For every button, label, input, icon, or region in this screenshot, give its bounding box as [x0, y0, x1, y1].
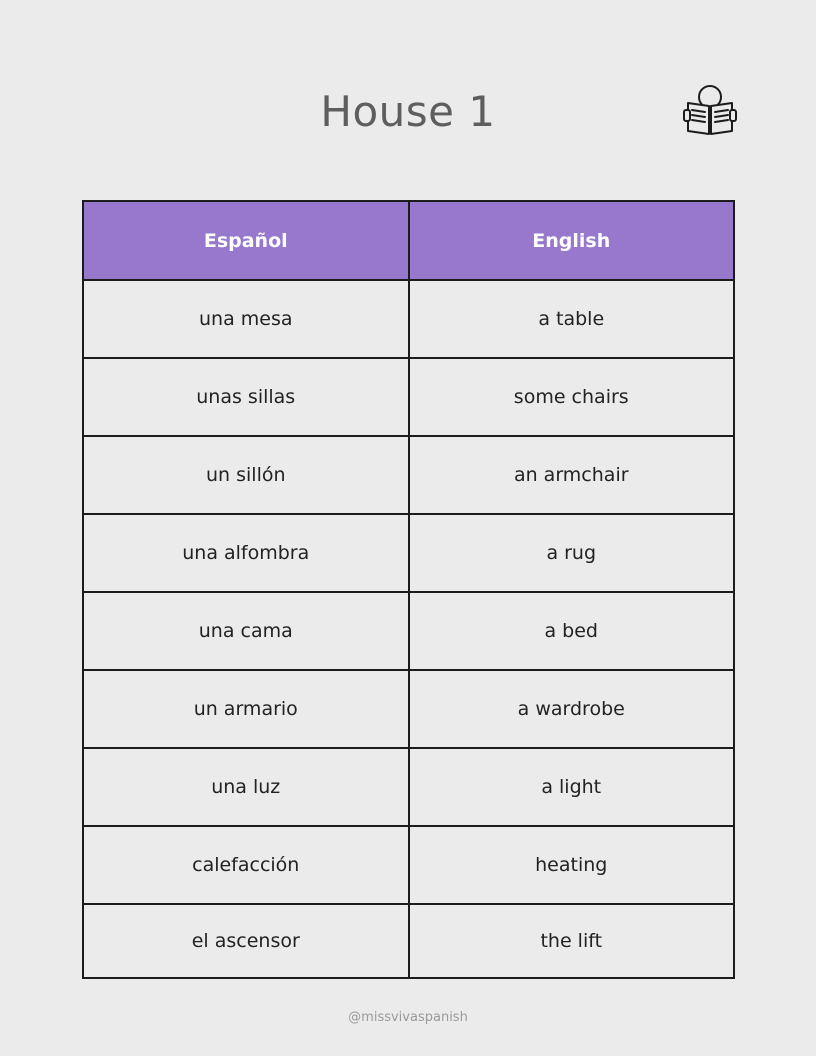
table-row [83, 592, 734, 670]
english-term: a light [409, 748, 735, 826]
spanish-term: calefacción [83, 826, 409, 904]
column-header-english: English [409, 201, 735, 280]
spanish-term: el ascensor [83, 904, 409, 978]
footer-credit: @missvivaspanish [348, 1010, 468, 1025]
english-term: an armchair [409, 436, 735, 514]
english-term: a rug [409, 514, 735, 592]
spanish-term: unas sillas [83, 358, 409, 436]
open-book-reader-icon [682, 84, 738, 138]
table-header-row [83, 201, 734, 280]
table-row [83, 436, 734, 514]
table-row [83, 826, 734, 904]
english-term: heating [409, 826, 735, 904]
spanish-term: una mesa [83, 280, 409, 358]
table-row [83, 748, 734, 826]
spanish-term: un armario [83, 670, 409, 748]
english-term: a bed [409, 592, 735, 670]
table-row [83, 670, 734, 748]
english-term: some chairs [409, 358, 735, 436]
vocabulary-table [82, 200, 735, 979]
table-row [83, 904, 734, 978]
english-term: a wardrobe [409, 670, 735, 748]
table-row [83, 280, 734, 358]
table-row [83, 358, 734, 436]
spanish-term: un sillón [83, 436, 409, 514]
spanish-term: una luz [83, 748, 409, 826]
page-title: House 1 [320, 87, 496, 136]
spanish-term: una alfombra [83, 514, 409, 592]
table-row [83, 514, 734, 592]
spanish-term: una cama [83, 592, 409, 670]
english-term: a table [409, 280, 735, 358]
column-header-spanish: Español [83, 201, 409, 280]
english-term: the lift [409, 904, 735, 978]
